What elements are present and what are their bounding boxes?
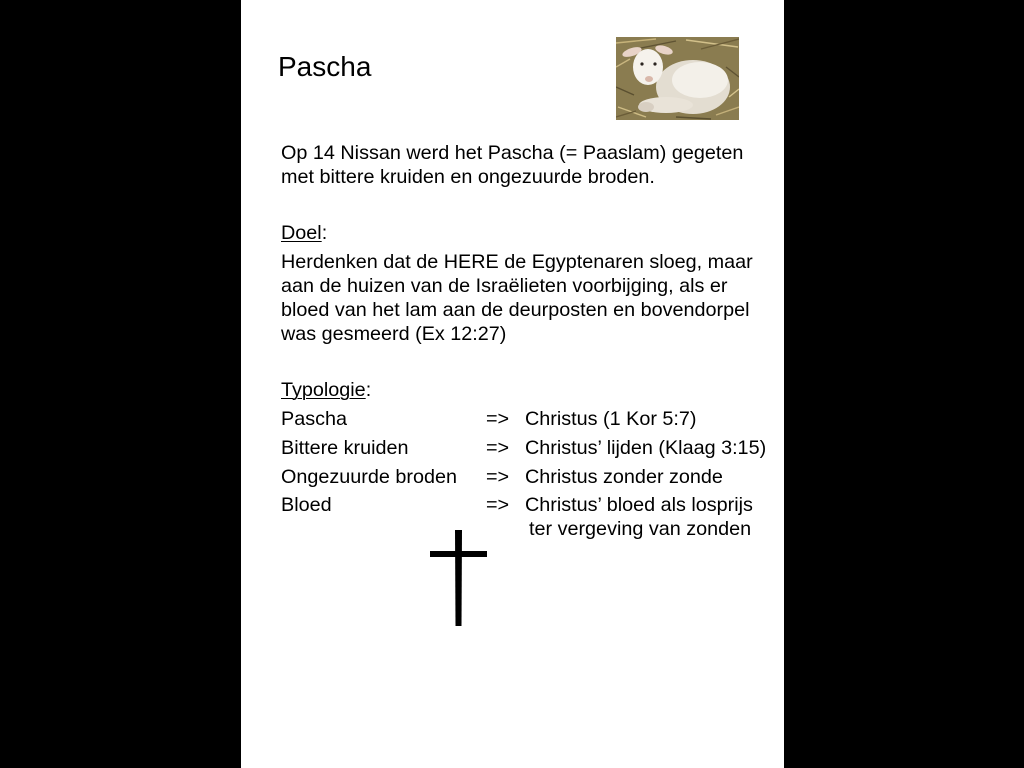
doel-line: aan de huizen van de Israëlieten voorbijging, als er (281, 275, 728, 297)
typologie-meaning: Christus’ lijden (Klaag 3:15) (525, 437, 767, 459)
typologie-arrow: => (486, 437, 510, 459)
lamb-photo (616, 37, 739, 120)
typologie-heading-label: Typologie (281, 379, 366, 401)
typologie-term: Bittere kruiden (281, 437, 409, 459)
doel-heading-colon: : (321, 222, 328, 244)
typologie-heading-colon: : (365, 379, 372, 401)
typologie-term: Bloed (281, 494, 332, 516)
typologie-arrow: => (486, 494, 510, 516)
typologie-meaning: Christus’ bloed als losprijs (525, 494, 753, 516)
slide-title: Pascha (278, 51, 372, 82)
typologie-arrow: => (486, 408, 510, 430)
typologie-meaning: Christus zonder zonde (525, 466, 723, 488)
intro-line: Op 14 Nissan werd het Pascha (= Paaslam) gegeten (281, 142, 744, 164)
doel-line: bloed van het lam aan de deurposten en bovendorpel (281, 299, 750, 321)
typologie-arrow: => (486, 466, 510, 488)
typologie-row (241, 436, 784, 460)
doel-heading (281, 221, 327, 245)
slide (241, 0, 784, 768)
doel-heading-label: Doel (281, 222, 322, 244)
doel-paragraph (281, 250, 753, 346)
intro-line: met bittere kruiden en ongezuurde broden. (281, 166, 655, 188)
doel-line: was gesmeerd (Ex 12:27) (281, 323, 507, 345)
typologie-meaning-continued: ter vergeving van zonden (529, 518, 752, 540)
typologie-row (241, 407, 784, 431)
doel-line: Herdenken dat de HERE de Egyptenaren sloeg, maar (281, 251, 753, 273)
typologie-term: Pascha (281, 408, 347, 430)
typologie-row (241, 465, 784, 489)
typologie-row (241, 493, 784, 517)
typologie-heading (281, 378, 371, 402)
typologie-term: Ongezuurde broden (281, 466, 457, 488)
intro-paragraph (281, 141, 743, 189)
cross-icon (430, 530, 487, 626)
typologie-meaning: Christus (1 Kor 5:7) (525, 408, 697, 430)
